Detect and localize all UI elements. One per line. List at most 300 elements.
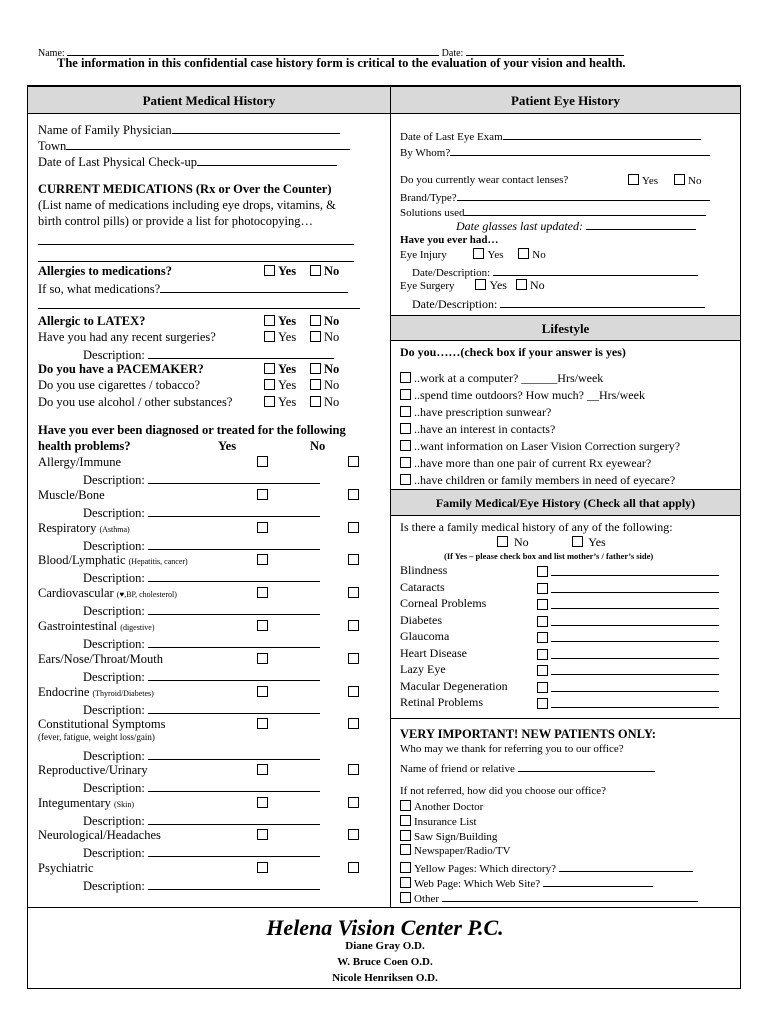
injury-date-row [412,263,698,279]
health-problem-note: (Asthma) [99,525,130,534]
latex-row [38,314,383,329]
family-yes-checkbox[interactable] [572,536,583,547]
health-problem-no-checkbox[interactable] [348,653,359,664]
medications-line1: (List name of medications including eye drops, vitamins, & [38,198,336,212]
health-problem-label: Respiratory [38,521,97,535]
description-label: Description: [83,670,145,684]
last-physical-field[interactable] [197,153,337,166]
friend-field[interactable] [518,759,655,772]
description-label: Description: [83,539,145,553]
last-eye-exam-field[interactable] [503,127,701,140]
health-problem-label: Integumentary [38,796,111,810]
if-so-field[interactable] [160,280,348,293]
health-problem-yes-checkbox[interactable] [257,522,268,533]
family-question: Is there a family medical history of any of the following: [400,520,673,534]
family-condition-checkbox[interactable] [537,616,548,627]
yes-label: Yes [278,314,297,328]
pacemaker-yes-checkbox[interactable] [264,363,275,374]
if-so-row [38,280,348,297]
new-patients-divider [391,718,741,719]
health-problem-label: Blood/Lymphatic [38,553,126,567]
family-history-item [400,580,730,595]
health-problem-label: Neurological/Headaches [38,828,161,842]
alcohol-row [38,395,383,410]
no-label: No [532,249,546,261]
health-problem-yes-checkbox[interactable] [257,764,268,775]
health-problem-row [38,652,383,667]
health-problem-description-field[interactable] [148,635,320,648]
yes-label: Yes [278,378,297,392]
health-problem-description-field[interactable] [148,537,320,550]
health-problem-row [38,828,383,843]
no-column-header: No [310,439,326,453]
latex-no-checkbox[interactable] [310,315,321,326]
yes-label: Yes [487,249,504,261]
health-problem-description-row [83,747,320,764]
lifestyle-header: Lifestyle [391,315,740,341]
medications-field-2[interactable] [38,249,354,262]
surgeries-question: Have you had any recent surgeries? [38,330,216,344]
referral-checkbox[interactable] [400,862,411,873]
health-problem-description-row [83,471,320,488]
referral-choice-label: Web Page: Which Web Site? [414,878,541,890]
family-condition-checkbox[interactable] [537,599,548,610]
friend-label: Name of friend or relative [400,763,515,775]
health-problem-row [38,586,383,601]
do-you-label: Do you……(check box if your answer is yes) [400,345,626,359]
description-label: Description: [83,846,145,860]
surgeries-row [38,330,383,345]
health-problem-row [38,488,383,503]
allergies-row [38,264,383,279]
description-label: Description: [83,749,145,763]
lifestyle-checkbox[interactable] [400,440,411,451]
family-condition-field[interactable] [551,662,719,675]
lifestyle-item-label: ..work at a computer? ______Hrs/week [414,371,604,385]
brand-field[interactable] [457,188,710,201]
health-problem-no-checkbox[interactable] [348,489,359,500]
family-condition-label: Retinal Problems [400,695,483,709]
contacts-question: Do you currently wear contact lenses? [400,174,569,186]
surgery-date-field[interactable] [500,295,705,308]
health-problem-description-field[interactable] [148,668,320,681]
referral-checkbox[interactable] [400,800,411,811]
health-problem-yes-checkbox[interactable] [257,686,268,697]
medications-title: CURRENT MEDICATIONS (Rx or Over the Counter) [38,182,332,196]
lifestyle-checkbox[interactable] [400,406,411,417]
health-problem-yes-checkbox[interactable] [257,797,268,808]
allergies-question: Allergies to medications? [38,264,173,278]
family-history-item [400,662,730,677]
date-field[interactable] [466,43,624,56]
diagnosed-label: health problems? [38,439,131,453]
no-label: No [688,175,702,187]
description-label: Description: [83,703,145,717]
referral-choice-label: Newspaper/Radio/TV [414,845,511,858]
alcohol-yes-checkbox[interactable] [264,396,275,407]
cigarettes-yes-checkbox[interactable] [264,379,275,390]
health-problem-row [38,455,383,470]
doctor-2: W. Bruce Coen O.D. [337,956,433,968]
physician-field[interactable] [172,121,340,134]
if-so-label: If so, what medications? [38,282,161,296]
health-problem-label: Endocrine [38,685,90,699]
last-physical-row [38,153,337,170]
health-problem-no-checkbox[interactable] [348,829,359,840]
health-problem-no-checkbox[interactable] [348,862,359,873]
physician-label: Name of Family Physician [38,123,172,137]
health-problem-yes-checkbox[interactable] [257,653,268,664]
family-condition-label: Glaucoma [400,629,450,643]
health-problem-note: (Thyroid/Diabetes) [92,689,154,698]
referral-choice [400,815,477,828]
eye-surgery-no-checkbox[interactable] [516,279,527,290]
very-important-label: VERY IMPORTANT! NEW PATIENTS ONLY: [400,727,656,741]
lifestyle-item [400,422,555,437]
surgery-date-row [412,295,705,312]
name-field[interactable] [67,43,439,56]
health-problem-row [38,796,383,811]
family-condition-field[interactable] [551,596,719,609]
health-problem-note: (Skin) [114,800,135,809]
contacts-no-checkbox[interactable] [674,174,685,185]
alcohol-question: Do you use alcohol / other substances? [38,395,233,409]
referral-choice-field[interactable] [543,874,653,887]
health-problem-label: Reproductive/Urinary [38,763,148,777]
lifestyle-item [400,371,603,386]
health-problem-description-row [83,812,320,829]
health-problem-description-field[interactable] [148,747,320,760]
medications-field-1[interactable] [38,232,354,245]
yes-label: Yes [278,264,297,278]
eye-surgery-label: Eye Surgery [400,280,455,292]
referral-choice [400,844,511,857]
thank-question: Who may we thank for referring you to our office? [400,743,624,755]
description-label: Description: [83,814,145,828]
health-problem-description-row [83,779,320,796]
health-problem-label: Ears/Nose/Throat/Mouth [38,652,163,666]
health-problem-row [38,763,383,778]
health-problem-description-field[interactable] [148,471,320,484]
family-condition-label: Corneal Problems [400,596,487,610]
lifestyle-checkbox[interactable] [400,423,411,434]
family-condition-field[interactable] [551,563,719,576]
solutions-field[interactable] [464,203,706,216]
referral-choice-label: Saw Sign/Building [414,830,498,843]
health-problem-no-checkbox[interactable] [348,764,359,775]
family-condition-label: Blindness [400,563,448,577]
alcohol-no-checkbox[interactable] [310,396,321,407]
referral-checkbox[interactable] [400,844,411,855]
glasses-row [456,217,696,234]
lifestyle-item-label: ..have children or family members in need of eyecare? [414,473,676,487]
allergies-no-checkbox[interactable] [310,265,321,276]
cigarettes-row [38,378,383,393]
health-problem-description-row [83,569,320,586]
health-problem-description-field[interactable] [148,812,320,825]
eye-injury-row [400,248,546,261]
health-problem-no-checkbox[interactable] [348,718,359,729]
family-condition-checkbox[interactable] [537,632,548,643]
health-problem-description-row [83,844,320,861]
lifestyle-item-label: ..have prescription sunwear? [414,405,552,419]
health-problem-description-field[interactable] [148,877,320,890]
by-whom-field[interactable] [450,143,710,156]
cigarettes-question: Do you use cigarettes / tobacco? [38,378,201,392]
yes-label: Yes [489,278,507,292]
eye-history-header: Patient Eye History [391,86,740,114]
no-label: No [324,378,340,392]
injury-date-field[interactable] [493,263,698,276]
referral-choice-field[interactable] [559,859,693,872]
health-problem-yes-checkbox[interactable] [257,829,268,840]
health-problem-note: (Hepatitis, cancer) [128,557,188,566]
no-label: No [324,330,340,344]
eye-injury-yes-checkbox[interactable] [473,248,484,259]
family-yes-label: Yes [588,535,606,549]
eye-injury-label: Eye Injury [400,249,447,261]
health-problem-no-checkbox[interactable] [348,554,359,565]
referral-choice-label: Another Doctor [414,801,484,813]
health-problem-description-row [83,668,320,685]
health-problem-description-row [83,877,320,894]
doctor-3: Nicole Henriksen O.D. [332,972,438,984]
yes-label: Yes [278,362,297,376]
by-whom-label: By Whom? [400,147,451,159]
diagnosed-line1: Have you ever been diagnosed or treated for the following [38,423,346,437]
family-condition-checkbox[interactable] [537,566,548,577]
no-label: No [324,314,340,328]
lifestyle-checkbox[interactable] [400,457,411,468]
lifestyle-item-label: ..have an interest in contacts? [414,422,556,436]
medications-line2: birth control pills) or provide a list for photocopying… [38,214,313,228]
not-referred-question: If not referred, how did you choose our office? [400,785,606,797]
description-label: Description: [83,506,145,520]
lifestyle-item-label: ..have more than one pair of current Rx eyewear? [414,456,652,470]
date-label: Date: [441,48,464,59]
health-problem-description-row [83,602,320,619]
eye-surgery-row [400,278,545,293]
town-label: Town [38,139,67,153]
family-condition-label: Heart Disease [400,645,467,660]
no-label: No [324,264,340,278]
health-problem-yes-checkbox[interactable] [257,862,268,873]
surgeries-no-checkbox[interactable] [310,331,321,342]
referral-choice-label: Yellow Pages: Which directory? [414,863,556,876]
health-problem-row [38,861,383,876]
family-condition-field[interactable] [551,679,719,692]
referral-checkbox[interactable] [400,815,411,826]
name-label: Name: [38,48,65,59]
referral-choice-label: Insurance List [414,815,477,828]
date-description-label: Date/Description: [412,297,498,311]
health-problem-yes-checkbox[interactable] [257,554,268,565]
family-condition-checkbox[interactable] [537,649,548,660]
town-row [38,137,350,154]
health-problem-row [38,553,383,568]
description-label: Description: [83,348,145,362]
friend-row [400,759,655,775]
health-problem-note: (digestive) [120,623,155,632]
lifestyle-item [400,439,680,454]
family-no-label: No [514,535,529,549]
doctor-1: Diane Gray O.D. [345,940,425,952]
referral-checkbox[interactable] [400,892,411,903]
latex-yes-checkbox[interactable] [264,315,275,326]
referral-choice [400,874,653,890]
health-problem-no-checkbox[interactable] [348,620,359,631]
health-problem-row [38,717,383,732]
no-label: No [324,362,340,376]
health-problem-description-field[interactable] [148,569,320,582]
health-problem-no-checkbox[interactable] [348,686,359,697]
surgeries-description-field[interactable] [148,346,334,359]
family-condition-field[interactable] [551,580,719,593]
health-problem-label: Constitutional Symptoms [38,717,166,731]
last-physical-label: Date of Last Physical Check-up [38,155,197,169]
family-condition-field[interactable] [551,695,719,708]
lifestyle-checkbox[interactable] [400,389,411,400]
physician-row [38,121,340,138]
lifestyle-checkbox[interactable] [400,474,411,485]
last-eye-exam-row [400,127,701,143]
family-condition-checkbox[interactable] [537,665,548,676]
health-problem-row [38,619,383,634]
health-problem-row [38,685,383,700]
lifestyle-item-label: ..spend time outdoors? How much? __Hrs/week [414,388,645,402]
health-problem-label: Muscle/Bone [38,488,105,502]
family-condition-checkbox[interactable] [537,682,548,693]
medical-history-header: Patient Medical History [28,86,390,114]
contacts-yes-checkbox[interactable] [628,174,639,185]
family-condition-field[interactable] [551,646,719,659]
health-problem-description-row [83,701,320,718]
glasses-label: Date glasses last updated: [456,219,583,233]
health-problem-yes-checkbox[interactable] [257,456,268,467]
health-problem-yes-checkbox[interactable] [257,620,268,631]
referral-choice-label: Other [414,892,440,905]
brand-label: Brand/Type? [400,192,457,204]
health-problem-no-checkbox[interactable] [348,587,359,598]
health-problem-description-field[interactable] [148,779,320,792]
health-problem-description-row [83,504,320,521]
allergies-yes-checkbox[interactable] [264,265,275,276]
family-history-header: Family Medical/Eye History (Check all that apply) [391,489,740,516]
health-problem-yes-checkbox[interactable] [257,587,268,598]
lifestyle-item [400,388,645,403]
intro-text: The information in this confidential case history form is critical to the evaluation of your vision and health. [57,56,626,70]
brand-row [400,188,710,204]
family-condition-field[interactable] [551,613,719,626]
health-problem-description-row [83,537,320,554]
solutions-label: Solutions used [400,207,465,219]
family-note: (If Yes – please check box and list mother’s / father’s side) [444,551,654,561]
health-problem-description-field[interactable] [148,844,320,857]
family-history-item [400,679,730,694]
family-condition-field[interactable] [551,629,719,642]
description-label: Description: [83,571,145,585]
by-whom-row [400,143,710,159]
lifestyle-item-label: ..want information on Laser Vision Correction surgery? [414,439,681,453]
family-no-checkbox[interactable] [497,536,508,547]
health-problem-description-field[interactable] [148,602,320,615]
constitutional-note: (fever, fatigue, weight loss/gain) [38,732,155,742]
family-condition-label: Cataracts [400,579,445,594]
health-problem-no-checkbox[interactable] [348,797,359,808]
surgeries-description-row [83,346,334,363]
referral-checkbox[interactable] [400,830,411,841]
ever-had-label: Have you ever had… [400,234,499,246]
last-eye-exam-label: Date of Last Eye Exam [400,131,503,143]
description-label: Description: [83,879,145,893]
family-condition-checkbox[interactable] [537,698,548,709]
contacts-row [400,174,730,186]
description-label: Description: [83,637,145,651]
family-condition-label: Macular Degeneration [400,678,508,693]
yes-label: Yes [642,175,659,187]
pacemaker-no-checkbox[interactable] [310,363,321,374]
referral-choice-field[interactable] [442,889,698,902]
family-history-item [400,596,730,611]
referral-choice [400,859,693,875]
family-history-item [400,695,730,710]
diagnosed-line2 [38,439,383,454]
family-yes-no-row [497,535,606,550]
family-condition-checkbox[interactable] [537,583,548,594]
lifestyle-checkbox[interactable] [400,372,411,383]
health-problem-no-checkbox[interactable] [348,456,359,467]
referral-checkbox[interactable] [400,877,411,888]
health-problem-note: (♥,BP, cholesterol) [116,590,177,599]
town-field[interactable] [66,137,350,150]
family-history-item [400,613,730,628]
surgeries-yes-checkbox[interactable] [264,331,275,342]
glasses-field[interactable] [586,217,696,230]
medications-list-field[interactable] [38,296,360,309]
description-label: Description: [83,604,145,618]
health-problem-description-row [83,635,320,652]
family-condition-label: Diabetes [400,612,442,627]
health-problem-yes-checkbox[interactable] [257,489,268,500]
eye-surgery-yes-checkbox[interactable] [475,279,486,290]
referral-choice [400,800,483,813]
health-problem-label: Cardiovascular [38,586,114,600]
referral-choice [400,889,698,905]
latex-question: Allergic to LATEX? [38,314,146,328]
referral-choice [400,830,497,843]
lifestyle-item [400,405,551,420]
description-label: Description: [83,473,145,487]
no-label: No [324,395,340,409]
eye-injury-no-checkbox[interactable] [518,248,529,259]
practice-name: Helena Vision Center P.C. [266,915,504,940]
health-problem-label: Psychiatric [38,861,94,875]
health-problem-label: Allergy/Immune [38,455,122,469]
yes-label: Yes [278,395,297,409]
yes-column-header: Yes [218,439,237,453]
health-problem-yes-checkbox[interactable] [257,718,268,729]
family-history-item [400,646,730,661]
yes-label: Yes [278,330,297,344]
family-history-item [400,629,730,644]
health-problem-label: Gastrointestinal [38,619,118,633]
footer-divider [27,907,741,908]
cigarettes-no-checkbox[interactable] [310,379,321,390]
health-problem-description-field[interactable] [148,504,320,517]
health-problem-row [38,521,383,536]
health-problem-description-field[interactable] [148,701,320,714]
health-problem-no-checkbox[interactable] [348,522,359,533]
